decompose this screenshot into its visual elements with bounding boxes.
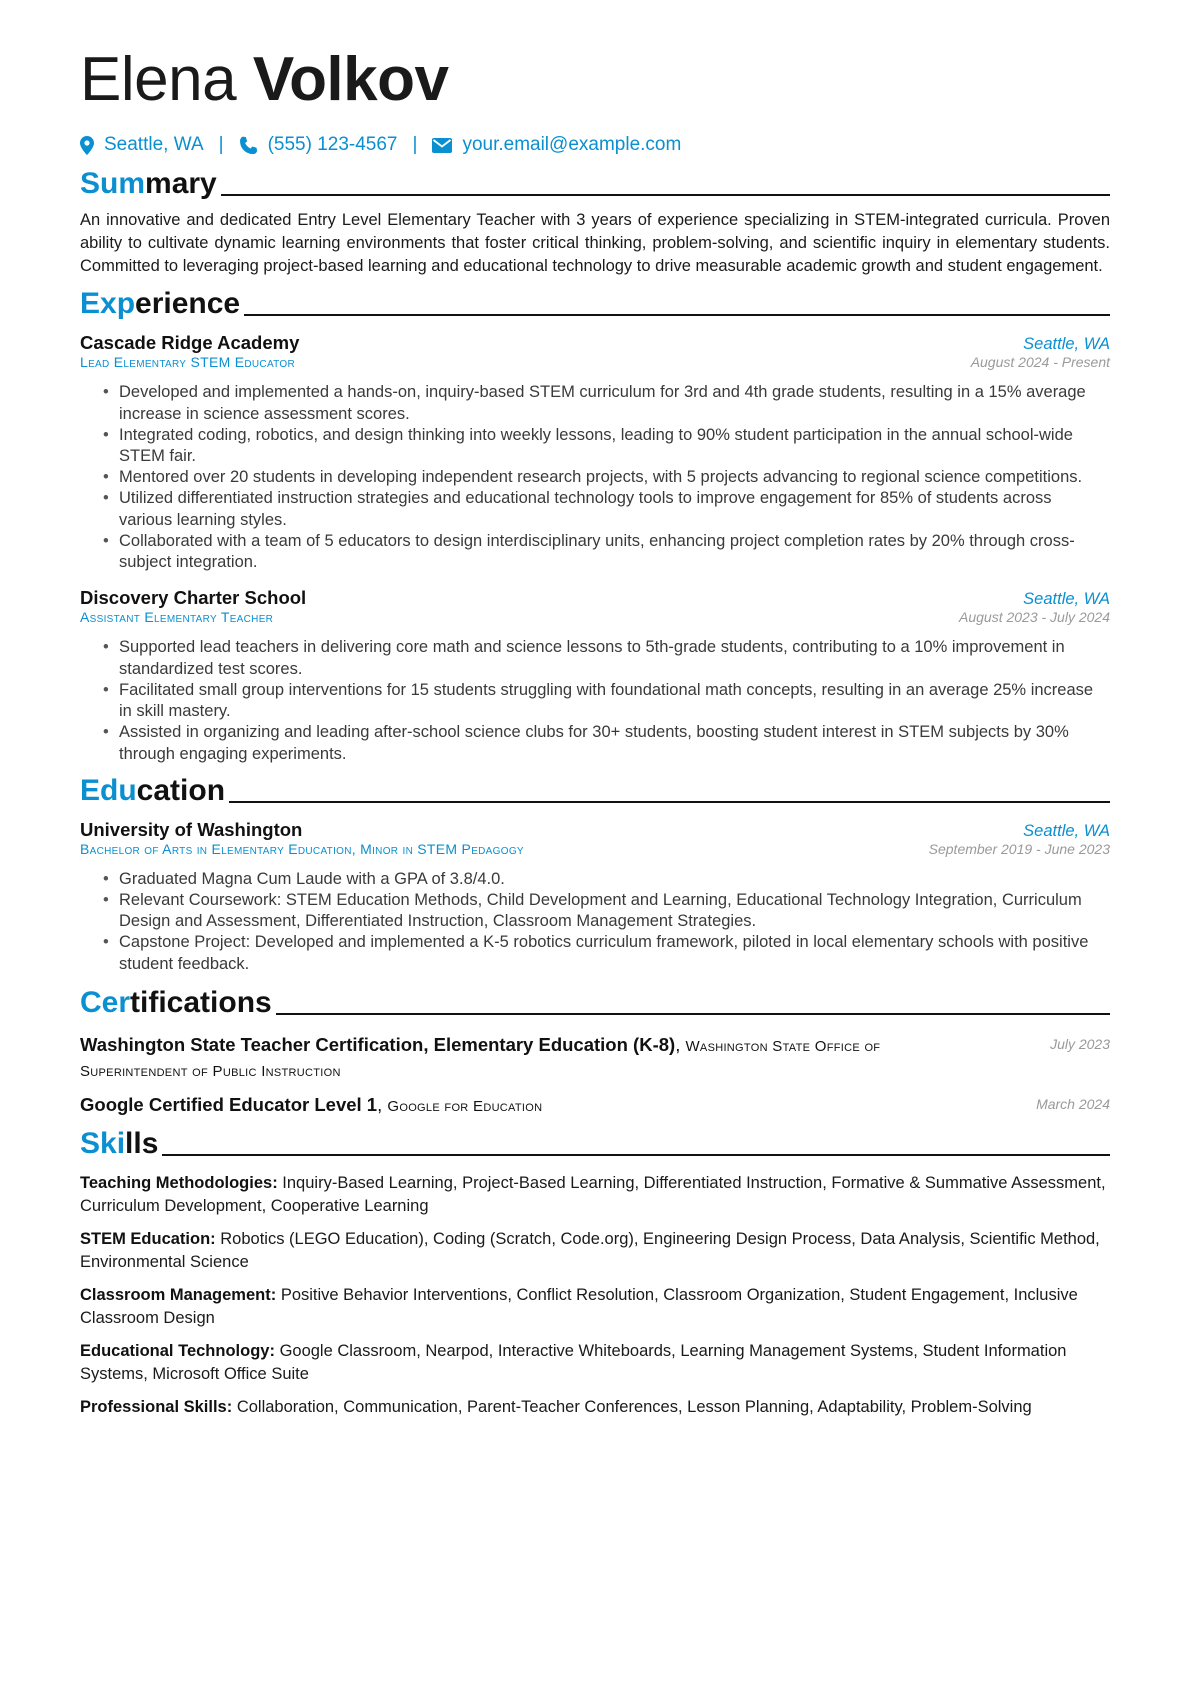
section-title: Education — [80, 773, 226, 807]
envelope-icon — [432, 138, 452, 153]
skill-label: STEM Education: — [80, 1229, 216, 1248]
skill-values: Collaboration, Communication, Parent-Teacher Conferences, Lesson Planning, Adaptability, Problem-Solving — [236, 1397, 1032, 1416]
skill-label: Teaching Methodologies: — [80, 1173, 278, 1192]
phone-text[interactable]: (555) 123-4567 — [267, 134, 398, 155]
entry-dates: September 2019 - June 2023 — [928, 840, 1110, 857]
bullet-item: • Collaborated with a team of 5 educators to design interdisciplinary units, enhancing project completion rates by 20% through cross-subject integration. — [119, 531, 1110, 574]
bullet-item: • Mentored over 20 students in developing independent research projects, with 5 projects advancing to regional science competitions. — [119, 467, 1110, 489]
location-text: Seattle, WA — [104, 134, 204, 155]
certification-issuer: Google for Education — [387, 1097, 543, 1115]
candidate-name — [80, 42, 1110, 118]
entry-dates: August 2024 - Present — [970, 354, 1110, 370]
section-title: Summary — [80, 167, 217, 200]
skill-values: Positive Behavior Interventions, Conflict Resolution, Classroom Organization, Student Engagement, Inclusive Classroom Design — [80, 1285, 1078, 1327]
section-rule — [276, 1013, 1110, 1015]
entry-location: Seattle, WA — [1023, 335, 1110, 353]
bullet-list — [80, 637, 1110, 765]
certification-date: July 2023 — [1050, 1035, 1110, 1052]
degree: Bachelor of Arts in Elementary Education, Minor in STEM Pedagogy — [80, 840, 524, 857]
section-rule — [244, 314, 1110, 316]
certification-issuer: Washington State Office of Superintendent of Public Instruction — [80, 1037, 881, 1080]
skill-label: Educational Technology: — [80, 1341, 275, 1360]
bullet-item: • Integrated coding, robotics, and design thinking into weekly lessons, leading to 90% student participation in the annual school-wide STEM fair. — [119, 425, 1110, 468]
certification-item: Washington State Teacher Certification, Elementary Education (K-8), Washington State Office of Superintendent of Public Instruction July 2023 — [80, 1033, 1110, 1080]
summary-text: An innovative and dedicated Entry Level Elementary Teacher with 3 years of experience specializing in STEM-integrated curricula. Proven ability to cultivate dynamic learning environments that foster critical thinking, problem-solving, and scientific inquiry in elementary students. Committed to leveraging project-based learning and educational technology to drive measurable academic growth and student engagement. — [80, 211, 1110, 275]
contact-email[interactable] — [432, 134, 681, 156]
education-entry — [80, 819, 1110, 976]
certification-name: Google Certified Educator Level 1 — [80, 1093, 378, 1115]
section-title: Certifications — [80, 985, 272, 1019]
bullet-item: • Developed and implemented a hands-on, inquiry-based STEM curriculum for 3rd and 4th grade students, resulting in a 15% average increase in science assessment scores. — [119, 382, 1110, 425]
section-rule — [229, 801, 1110, 803]
skills-heading — [80, 1124, 1110, 1160]
section-rule — [221, 194, 1110, 196]
skill-row — [80, 1396, 1110, 1419]
skill-label: Professional Skills: — [80, 1397, 233, 1416]
skill-values: Inquiry-Based Learning, Project-Based Learning, Differentiated Instruction, Formative & Summative Assessment, Curriculum Development, Cooperative Learning — [80, 1173, 1106, 1215]
certification-name: Washington State Teacher Certification, Elementary Education (K-8) — [80, 1033, 676, 1055]
job-role: Assistant Elementary Teacher — [80, 609, 274, 625]
education-heading — [80, 771, 1110, 807]
job-role: Lead Elementary STEM Educator — [80, 354, 296, 370]
bullet-item: • Supported lead teachers in delivering core math and science lessons to 5th-grade students, contributing to a 10% improvement in standardized test scores. — [119, 637, 1110, 680]
skill-row — [80, 1284, 1110, 1330]
skill-values: Google Classroom, Nearpod, Interactive Whiteboards, Learning Management Systems, Student Information Systems, Microsoft Office Suite — [80, 1341, 1067, 1383]
bullet-item: • Assisted in organizing and leading after-school science clubs for 30+ students, boosting student interest in STEM subjects by 30% through engaging experiments. — [119, 722, 1110, 765]
contact-separator: | — [218, 134, 224, 155]
skill-row — [80, 1228, 1110, 1274]
contact-separator: | — [412, 134, 418, 155]
entry-location: Seattle, WA — [1023, 590, 1110, 608]
experience-entry — [80, 332, 1110, 574]
organization-name: Cascade Ridge Academy — [80, 332, 300, 353]
school-name: University of Washington — [80, 818, 303, 840]
bullet-item: • Relevant Coursework: STEM Education Methods, Child Development and Learning, Educational Technology Integration, Curriculum Design and Assessment, Differentiated Instruction, Classroom Management Strategies. — [119, 890, 1110, 933]
entry-dates: August 2023 - July 2024 — [959, 609, 1110, 625]
organization-name: Discovery Charter School — [80, 587, 307, 608]
map-pin-icon — [80, 136, 94, 155]
experience-heading — [80, 284, 1110, 320]
bullet-list — [80, 869, 1110, 976]
skill-row — [80, 1340, 1110, 1386]
contact-phone[interactable] — [239, 134, 398, 156]
first-name: Elena — [80, 45, 237, 114]
bullet-item: • Capstone Project: Developed and implemented a K-5 robotics curriculum framework, piloted in local elementary schools with positive student feedback. — [119, 932, 1110, 975]
skill-values: Robotics (LEGO Education), Coding (Scratch, Code.org), Engineering Design Process, Data Analysis, Scientific Method, Environmental Science — [80, 1229, 1100, 1271]
phone-icon — [239, 136, 258, 155]
bullet-list — [80, 382, 1110, 574]
summary-heading — [80, 164, 1110, 200]
certifications-heading — [80, 983, 1110, 1019]
skill-row — [80, 1172, 1110, 1218]
experience-entry — [80, 587, 1110, 765]
bullet-item: • Facilitated small group interventions for 15 students struggling with foundational math concepts, resulting in an average 25% increase in skill mastery. — [119, 680, 1110, 723]
bullet-item: • Utilized differentiated instruction strategies and educational technology tools to improve engagement for 85% of students across various learning styles. — [119, 488, 1110, 531]
email-link[interactable]: your.email@example.com — [462, 134, 682, 155]
last-name: Volkov — [252, 45, 449, 114]
certification-item: Google Certified Educator Level 1, Google for Education March 2024 — [80, 1093, 1110, 1115]
section-title: Skills — [80, 1126, 159, 1160]
skill-label: Classroom Management: — [80, 1285, 277, 1304]
contact-location — [80, 134, 204, 156]
certification-date: March 2024 — [1036, 1095, 1110, 1112]
section-title: Experience — [80, 287, 241, 320]
section-rule — [162, 1154, 1110, 1156]
contact-bar — [80, 132, 1110, 158]
entry-location: Seattle, WA — [1023, 821, 1110, 840]
bullet-item: • Graduated Magna Cum Laude with a GPA of 3.8/4.0. — [119, 869, 1110, 891]
